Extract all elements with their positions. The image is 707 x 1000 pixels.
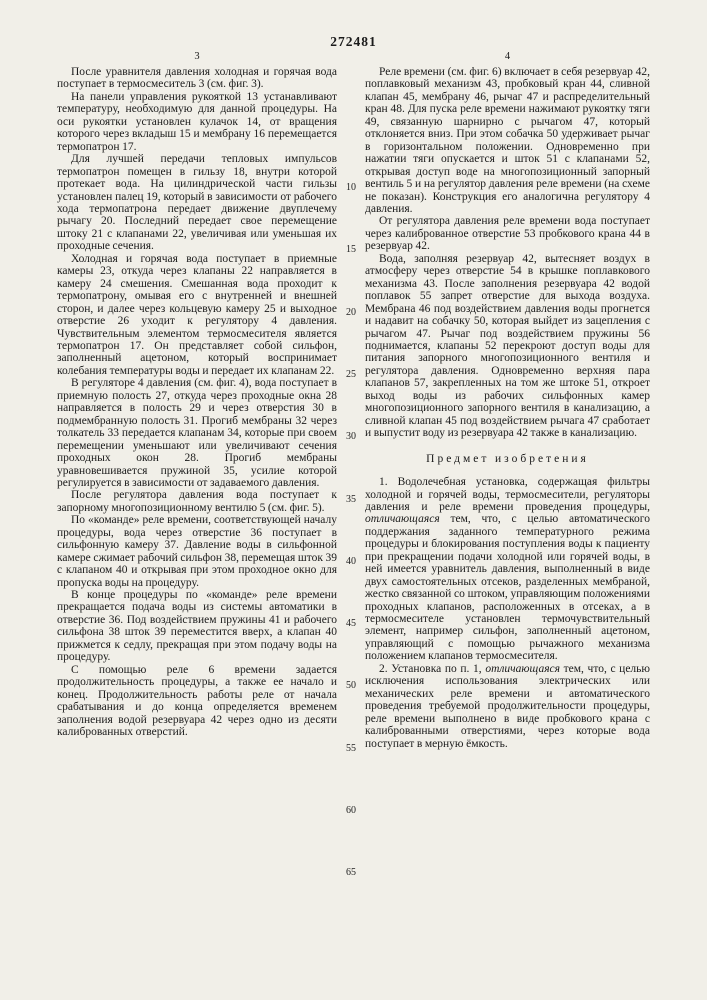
line-number: 40 <box>346 556 356 567</box>
claim-1 <box>365 476 650 663</box>
line-number: 30 <box>346 431 356 442</box>
paragraph: Холодная и горячая вода поступает в приемные камеры 23, откуда через клапаны 22 направляется в камеру 24 смешения. Смешанная вода проходит к термопатрону, омывая его с внутренней и внешней сторон, и далее через кольцевую камеру 25 и выходное отверстие 26 уходит к регулятору 4 давления. Чувствительным элементом термосмесителя является термопатрон 17. Он представляет собой сильфон, заполненный ацетоном, который воспринимает колебания температуры воды и передает их клапанам 22. <box>57 252 337 377</box>
paragraph: От регулятора давления реле времени вода поступает через калиброванное отверстие 53 пробкового крана 44 в резервуар 42. <box>365 215 650 253</box>
paragraph: Реле времени (см. фиг. 6) включает в себя резервуар 42, поплавковый механизм 43, пробковый кран 44, сливной клапан 45, мембрану 46, рычаг 47 и распределительный кран 48. Для пуска реле времени нажимают рукоятку тяги 49, связанную шарнирно с рычагом 47, который отклоняется вниз. При этом собачка 50 удерживает рычаг в горизонтальном положении. Одновременно при нажатии тяги опускается и шток 51 с клапанами 52, открывая доступ воде на многопозиционный запорный вентиль 5 и на регулятор давления реле времени (на схеме не показан). Конструкция его аналогична регулятору 4 давления. <box>365 66 650 215</box>
claim-2 <box>365 663 650 750</box>
paragraph: Вода, заполняя резервуар 42, вытесняет воздух в атмосферу через отверстие 54 в крышке поплавкового механизма 43. После заполнения резервуара 42 водой поплавок 55 запрет отверстие для выхода воздуха. Мембрана 46 под воздействием давления воды прогнется и надавит на собачку 50, которая выйдет из зацепления с рычагом 47. Рычаг под воздействием пружины 56 поднимается, клапаны 52 перекроют доступ воды для питания запорного многопозиционного вентиля и регулятора давления. Одновременно верхняя пара клапанов 57, закрепленных на том же штоке 51, откроет выход воды из рабочих сильфонных камер многопозиционного запорного вентиля в канализацию, а сливной клапан 45 под воздействием рычага 47 сработает и выпустит воду из резервуара 42 также в канализацию. <box>365 252 650 440</box>
claim-1-italic-term: отличающаяся <box>365 513 440 526</box>
invention-subject-heading: Предмет изобретения <box>426 452 589 465</box>
paragraph: На панели управления рукояткой 13 устанавливают температуру, необходимую для данной процедуры. На оси рукоятки установлен кулачок 14, от вращения которого через вкладыш 15 и мембрану 16 перемещается термопатрон 17. <box>57 90 337 153</box>
paragraph: По «команде» реле времени, соответствующей началу процедуры, вода через отверстие 36 поступает в сильфонную камеру 37. Давление воды в сильфонной камере сжимает рабочий сильфон 38, перемещая шток 39 с клапаном 40 и открывая при этом проходное окно для пропуска воды на процедуру. <box>57 514 337 589</box>
paragraph: С помощью реле 6 времени задается продолжительность процедуры, а также ее начало и конец. Продолжительность работы реле от начала срабатывания и до конца определяется временем заполнения водой резервуара 42 через одно из десяти калиброванных отверстий. <box>57 663 337 739</box>
paragraph: После регулятора давления вода поступает к запорному многопозиционному вентилю 5 (см. фиг. 5). <box>57 489 337 514</box>
claim-1-text-end: тем, что, с целью автоматического поддержания заданного температурного режима процедуры и блокирования поступления воды к пациенту при прекращении подачи холодной или горячей воды, в ней имеется уравнитель давления, выполненный в виде двух самостоятельных отсеков, разделенных мембраной, жестко связанной со штоком, управляющим положениями проходных клапанов, расположенных в отсеках, а в термосмесителе установлен термочувствительный элемент, например сильфон, заполненный ацетоном, управляющий с помощью рычажного механизма положением клапанов термосмесителя. <box>365 513 650 663</box>
line-number: 25 <box>346 369 356 380</box>
paragraph: После уравнителя давления холодная и горячая вода поступает в термосмеситель 3 (см. фиг. 3). <box>57 66 337 91</box>
line-number: 20 <box>346 307 356 318</box>
line-number: 60 <box>346 805 356 816</box>
line-number: 45 <box>346 618 356 629</box>
line-number: 15 <box>346 244 356 255</box>
claim-2-italic-term: отличающаяся <box>485 662 560 675</box>
line-number: 50 <box>346 680 356 691</box>
paragraph: В конце процедуры по «команде» реле времени прекращается подача воды из системы автоматики в отверстие 36. Под воздействием пружины 41 и рабочего сильфона 38 шток 39 переместится вверх, а клапан 40 прижмется к седлу, прекращая при этом подачу воды на процедуру. <box>57 589 337 664</box>
right-column-number: 4 <box>504 51 511 62</box>
line-number: 55 <box>346 743 356 754</box>
line-number: 35 <box>346 494 356 505</box>
left-column-number: 3 <box>194 51 200 62</box>
line-numbers-gutter <box>337 66 365 976</box>
left-column <box>57 66 337 738</box>
claim-2-text-end: тем, что, с целью исключения использования электрических или механических реле времени и автоматического проведения требуемой продолжительности процедуры, реле времени выполнено в виде пробкового крана с калиброванными отверстиями, через которые вода поступает в мерную ёмкость. <box>365 662 651 750</box>
paragraph: Для лучшей передачи тепловых импульсов термопатрон помещен в гильзу 18, внутри которой протекает вода. На цилиндрической части гильзы установлен палец 19, который в зависимости от рабочего хода термопатрона передает движение двуплечему рычагу 20. Последний передает свое перемещение штоку 21 с клапанами 22, увеличивая или уменьшая их проходные сечения. <box>57 153 337 253</box>
claim-2-text-start: 2. Установка по п. 1, <box>379 662 486 675</box>
page-content <box>57 66 650 976</box>
line-number: 10 <box>346 182 356 193</box>
right-column <box>365 66 650 750</box>
claim-1-text-start: 1. Водолечебная установка, содержащая фильтры холодной и горячей воды, термосмесители, регуляторы давления и реле времени проведения процедуры, <box>365 476 650 513</box>
line-number: 65 <box>346 867 356 878</box>
paragraph: В регуляторе 4 давления (см. фиг. 4), вода поступает в приемную полость 27, откуда через проходные окна 28 направляется в полость 29 и через отверстия 30 в подмембранную полость 31. Прогиб мембраны 32 через толкатель 33 передается клапанам 34, которые при своем перемещении уменьшают или увеличивают сечения проходных окон 28. Прогиб мембраны уравновешивается пружиной 35, усилие которой регулируется в зависимости от задаваемого давления. <box>57 377 337 489</box>
patent-number: 272481 <box>330 34 377 49</box>
